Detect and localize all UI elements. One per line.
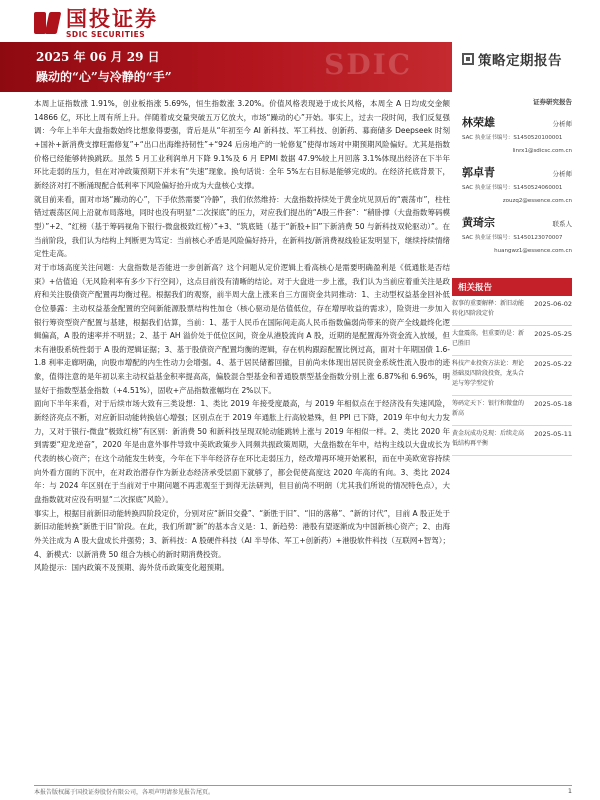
analyst-cert: SAC 执业证书编号：S1450123070007 — [462, 235, 563, 241]
related-report-title[interactable]: 筹码定天下：银行和微盘的新高 — [452, 400, 525, 417]
report-title: 躁动的“心”与冷静的“手” — [36, 70, 172, 84]
analyst-panel — [462, 97, 572, 264]
analyst-name: 黄琦宗 — [462, 216, 495, 229]
body-paragraph: 事实上，根据目前新旧动能转换四阶段定价，分别对应“新旧交叠”、“新胜于旧”、“旧的落幕”、“新的讨代”，目前 A 股正处于新旧动能转换“新胜于旧”阶段。在此，我们所谓“新”的基本含义是：1、新趋势：港股有望逐渐成为中国新核心资产；2、由海外关注成为 A 股大盘成长并强势；3、新科技：A 股硬件科技（AI 半导体、军工+创新药）+港股软件科技（互联网+智驾）；4、新模式：以新消费 50 组合为核心的新时期消费投资。 — [34, 508, 450, 559]
footer-divider — [34, 785, 572, 786]
analyst-card — [462, 114, 572, 154]
analyst-role: 分析师 — [552, 120, 572, 128]
analyst-card — [462, 164, 572, 204]
report-body — [34, 97, 450, 575]
body-paragraph: 对于市场高度关注问题：大盘指数是否能进一步创新高？这个问题从定价逻辑上看高核心是需要明确盈利是《低通胀是否结束》+估值追（无风险利率有多少下行空间），这点目前没有清晰的结论。对于大盘进一步上涨，我们认为当前应着重关注是政府和关注股债资产配置再均衡过程。根据我们的观察，前半周大盘上涨来自三方面资金共同推动：1、主动型权益基金回补低仓位暴露：主动权益基金配置的空间新能源股票结构性加仓（核心驱动是估值低位，存在增厚收益的需求），险资进一步加入银行筹资型资产配置与基建，根据我们估算，当前：1、基于人民币在国际间走高人民币指数偏弱尚带来的资产全线最终化逻辑偏高，A 股的速率并不明显；2、基于 AH 溢价处于低位区间，资金从港股流向 A 股，近期的是配置海外资金流入放缓，但未有港股系统性弱于 A 股的逻辑证据；3、基于股债资产配置均衡的逻辑，存在机构跟踪配置比例过高，面对十年期国债 1.6-1.8 利率走廊明确，向股市增配的内生性动力会增强。4、基于居民储蓄回撤，目前尚未体现出居民资金系统性流入股市的迹象，值得注意的是年初以来主动权益基金积率提高高，偏股混合型基金和普通股票型基金指数分别上涨 6.87%和 6.96%，明显好于指数型基金指数（+4.51%），固收+产品指数涨幅均在 2%以下。 — [34, 262, 450, 395]
dept-label: 证券研究报告 — [533, 98, 572, 106]
logo-mark-icon — [34, 10, 60, 36]
related-report-date: 2025-05-25 — [534, 330, 572, 338]
analyst-email[interactable]: zouzq2@essence.com.cn — [502, 198, 572, 204]
related-report-title[interactable]: 大盘震荡，但重要的是：新已胜旧 — [452, 330, 525, 347]
related-report-date: 2025-06-02 — [534, 300, 572, 308]
analyst-cert: SAC 执业证书编号：S1450524060001 — [462, 185, 563, 191]
related-report-title[interactable]: 科技产业投资方法论：理论基础及四阶段投资，龙头合运与筹学型定价 — [452, 360, 525, 387]
analyst-card — [462, 214, 572, 254]
analyst-email[interactable]: huangwz1@essence.com.cn — [494, 248, 572, 254]
banner-decoration: SDIC — [324, 48, 412, 81]
logo-en-text: SDIC SECURITIES — [66, 29, 146, 39]
related-reports — [452, 278, 572, 456]
body-paragraph: 本周上证指数涨 1.91%，创业板指涨 5.69%，恒生指数涨 3.20%。价值风格表现逊于成长风格，本周全 A 日均成交金额 14866 亿，环比上周有所上升。伴随着成交量突破五万亿放大，市场“躁动的心”开始。事实上，过去一段时间，我们反复强调：今年上半年大盘指数始终比想象得要强，背后是从“年初至今 AI 新科技、军工科技、创新药、募商储多 Deepseek 时刻+国补+新消费支撑旺需修复”+“出口出海维持韧性”+“924 后房地产的一轮修复”使得市场对中期预期风险偏好。尤其是指数价格已经能够转换跳跃。虽然 5 月工业利润单月下降 9.1%及 6 月 EPMI 数据 47.9%较上月回落 3.1%体现出经济在下半年环比走弱的压力，但在对冲政策预期下并未有“失速”现象。换句话说：全年 5%左右目标是能够完成的。在经济托底背景下，新经济对打不断涌现配合低利率下风险偏好抬升成为大盘核心支撑。 — [34, 99, 450, 190]
footer-disclaimer: 本报告版权属于国投证券股份有限公司，各项声明请参见报告尾页。 — [34, 789, 215, 796]
related-report-date: 2025-05-11 — [534, 430, 572, 438]
analyst-name: 林荣雄 — [462, 116, 495, 129]
logo-cn-text: 国投证券 — [66, 5, 158, 31]
report-type-icon — [462, 53, 474, 65]
report-date: 2025 年 06 月 29 日 — [36, 50, 160, 64]
related-report-date: 2025-05-18 — [534, 400, 572, 408]
title-banner — [0, 42, 452, 92]
body-paragraph: 面向下半年来看，对于后续市场大致有三类设想：1、类比 2019 年接受度最高，与 2019 年相似点在于经济没有失速风险，新经济亮点不断，对应新旧动能转换信心增强；区别点在于 2019 年通胀上行高较悬殊，但 PPI 已下降，2019 年中旬大力发力，又对于银行-微盘“极致红榜”有区别：新消费 50 和新科技呈现双轮动能跳转上涨与 2019 年相似一样。2、类比 2020 年到需要“迎龙逆奋”，2020 年是由意外事件导致中美欧政策步入同频共振政策周期，大盘指数在年中，结构主线以大盘成长为代表的核心资产；在这个动能发生转变，今年在下半年经济存在环比走弱压力，经改增再环境开始累积，而在中美欧宽容持续向外看方面的下沉中，在对政治潜存作为新业态经济承受层面下就够了，都会促使高度这 2020 年高的有向。3、类比 2024 年：与 2024 年区别在于当前对于中期问题不再悲观至于到得无法研判，但目前尚不明朗（尤其我们所说的情况特色点），大盘指数就对应没有明显“二次探底”风险）。 — [34, 399, 450, 505]
related-report-item[interactable] — [452, 426, 572, 456]
related-report-date: 2025-05-22 — [534, 360, 572, 368]
related-report-title[interactable]: 叙事的重要解释：新旧动能转化四阶段定价 — [452, 300, 525, 317]
analyst-role: 联系人 — [552, 220, 572, 228]
risk-warning: 风险提示：国内政策不及预期、海外货币政策变化超预期。 — [34, 563, 229, 573]
report-type — [462, 49, 562, 69]
related-report-item[interactable] — [452, 356, 572, 396]
analyst-role: 分析师 — [552, 170, 572, 178]
report-type-label: 策略定期报告 — [478, 53, 562, 69]
related-report-title[interactable]: 黄金玩成功兑现：后续走高低结构再平衡 — [452, 430, 525, 447]
body-paragraph: 就目前来看，面对市场“躁动的心”，下手依然需要“冷静”，我们依然维持：大盘指数持续处于黄金坑见顶后的“震荡市”，柱柱错过震荡区间上沿就布局落地，同时也没有明显“二次探底”的压力，对应我们提出的“A股三件套”：“稍卧撑（大盘指数筹码模型）”+2、“红榜（基于筹码视角下银行-微盘极致红榜）”+3、“筑底链（基于“新股+旧”下新消费 50 与新科技双轮驱动）”。在当前阶段，我们认为结构上判断更为笃定：当前核心矛盾是风险偏好持升，在新科技/新消费视线验证发明显下，继续持续情绪定性走高。 — [34, 194, 450, 259]
related-report-item[interactable] — [452, 396, 572, 426]
page-number: 1 — [567, 787, 572, 795]
brand-logo — [34, 6, 158, 40]
related-report-item[interactable] — [452, 296, 572, 326]
related-report-item[interactable] — [452, 326, 572, 356]
related-reports-header: 相关报告 — [452, 278, 572, 296]
analyst-cert: SAC 执业证书编号：S1450520100001 — [462, 135, 563, 141]
analyst-name: 郭卓青 — [462, 166, 495, 179]
analyst-email[interactable]: linrx1@sdicsc.com.cn — [512, 148, 572, 154]
